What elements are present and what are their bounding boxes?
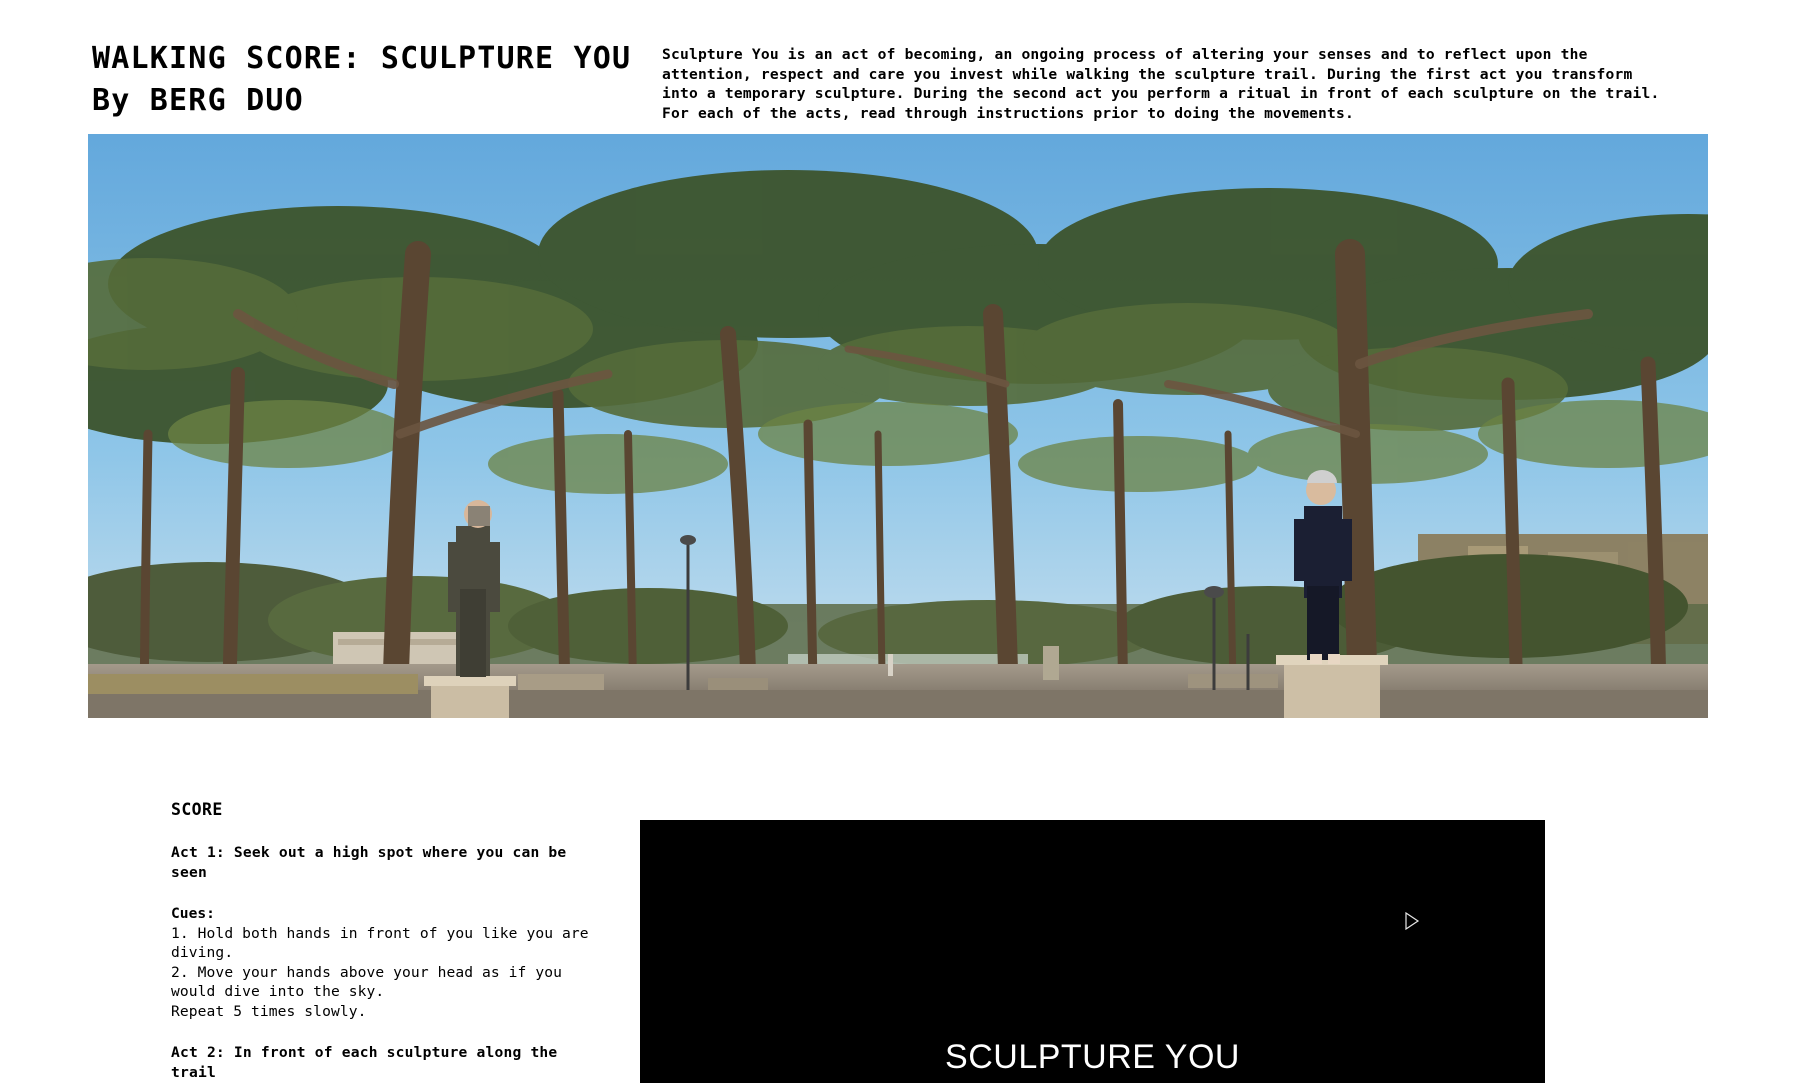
cue-item-3: Repeat 5 times slowly. bbox=[171, 1002, 367, 1020]
cues-label: Cues: bbox=[171, 905, 215, 922]
hero-illustration bbox=[88, 134, 1708, 718]
header bbox=[0, 0, 1796, 123]
page-title-line-1: WALKING SCORE: SCULPTURE YOU bbox=[92, 41, 632, 76]
video-column bbox=[640, 800, 1796, 1083]
intro-paragraph: Sculpture You is an act of becoming, an ongoing process of altering your senses and to reflect upon the attention, respect and care you invest while walking the sculpture trail. During the first act you transform into a temporary sculpture. During the second act you perform a ritual in front of each sculpture on the trail. For each of the acts, read through instructions prior to doing the movements. bbox=[662, 46, 1660, 122]
page-title bbox=[92, 38, 632, 122]
lower-section bbox=[0, 800, 1796, 1083]
score-column bbox=[0, 800, 640, 1083]
score-heading: SCORE bbox=[171, 800, 223, 819]
score-act-1: Act 1: Seek out a high spot where you can be seen bbox=[171, 844, 567, 881]
score-spacer bbox=[171, 1021, 610, 1043]
page-title-line-2: By BERG DUO bbox=[92, 83, 304, 118]
video-player[interactable] bbox=[640, 820, 1545, 1083]
cue-item-1: 1. Hold both hands in front of you like you are diving. bbox=[171, 924, 589, 961]
cue-item-2: 2. Move your hands above your head as if you would dive into the sky. bbox=[171, 963, 562, 1000]
play-icon[interactable] bbox=[1404, 912, 1420, 930]
video-title-overlay: SCULPTURE YOU bbox=[945, 1038, 1240, 1076]
score-act-2: Act 2: In front of each sculpture along the trail bbox=[171, 1044, 558, 1081]
hero-image bbox=[88, 134, 1708, 718]
